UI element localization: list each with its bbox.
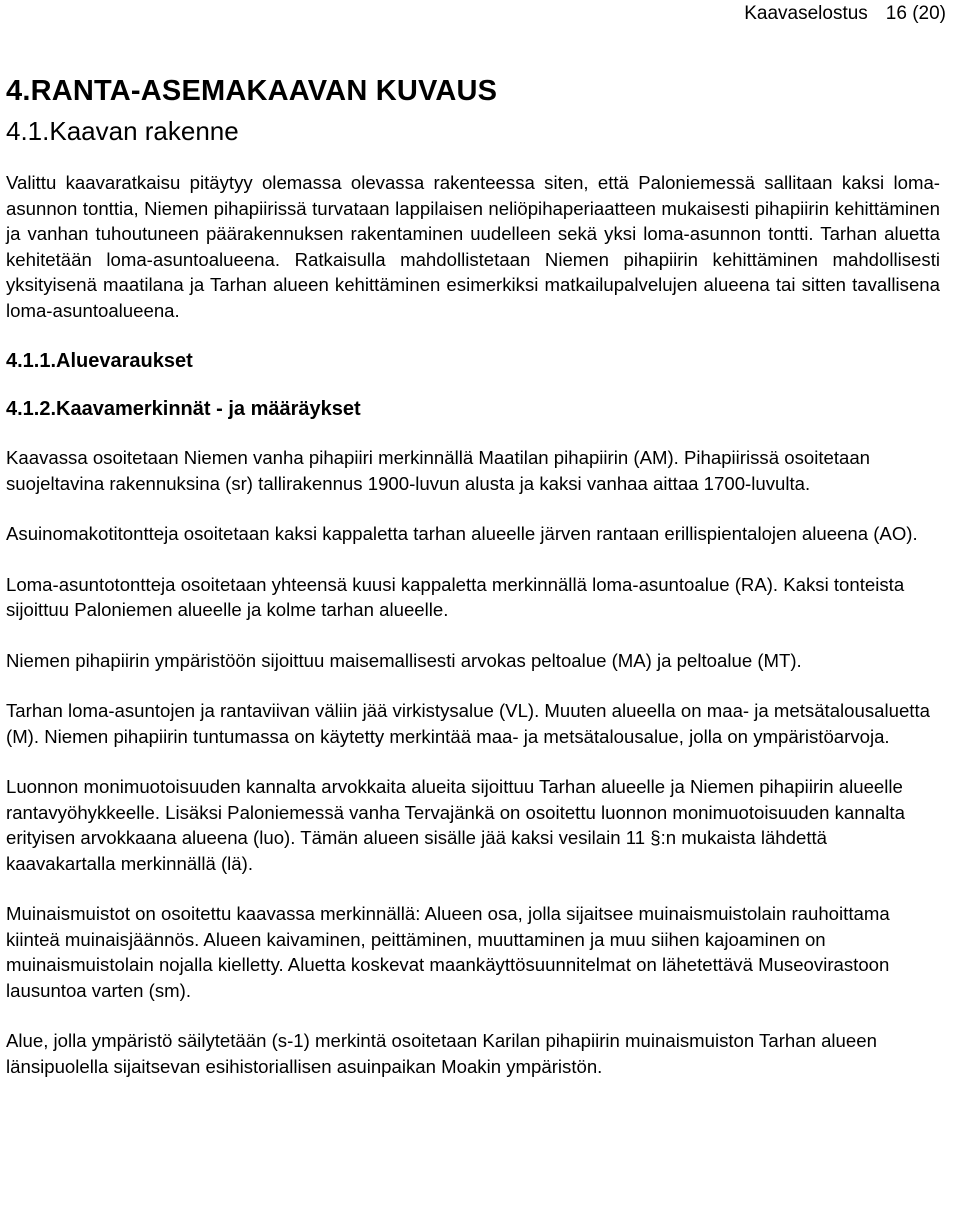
- kaavamerkinnat-heading: 4.1.2.Kaavamerkinnät - ja määräykset: [6, 398, 361, 420]
- paragraph-ra: Loma-asuntotontteja osoitetaan yhteensä kuusi kappaletta merkinnällä loma-asuntoalue (RA). Kaksi tonteista sijoittuu Paloniemen alueelle ja kolme tarhan alueelle.: [6, 573, 905, 620]
- page-number: 16 (20): [885, 3, 946, 24]
- running-header: [744, 2, 946, 26]
- paragraph-luo: Luonnon monimuotoisuuden kannalta arvokkaita alueita sijoittuu Tarhan alueelle ja Niemen pihapiirin alueelle rantavyöhykkeelle. Lisäksi Paloniemessä vanha Tervajänkä on osoitettu luonnon monimuotoisuuden kannalta erityisen arvokkaana alueena (luo). Tämän alueen sisälle jää kaksi vesilain 11 §:n mukaista lähdettä kaavakartalla merkinnällä (lä).: [6, 776, 905, 874]
- document-body: [6, 72, 940, 1079]
- aluevaraukset-heading: 4.1.1.Aluevaraukset: [6, 350, 193, 372]
- paragraph-ma-mt: Niemen pihapiirin ympäristöön sijoittuu maisemallisesti arvokas peltoalue (MA) ja peltoalue (MT).: [6, 649, 802, 671]
- subsection-heading: 4.1.Kaavan rakenne: [6, 116, 239, 146]
- intro-paragraph: Valittu kaavaratkaisu pitäytyy olemassa olevassa rakenteessa siten, että Paloniemessä sallitaan kaksi loma-asunnon tonttia, Niemen pihapiirissä turvataan lappilaisen neliöpihaperiaatteen mukaisesti pihapiirin kehittäminen ja vanhan tuhoutuneen päärakennuksen rakentaminen uudelleen sekä yksi loma-asunnon tontti. Tarhan aluetta kehitetään loma-asuntoalueena. Ratkaisulla mahdollistetaan Niemen pihapiirin kehittäminen mahdollisesti yksityisenä maatilana ja Tarhan alueen kehittäminen esimerkiksi matkailupalvelujen alueena tai sitten tavallisena loma-asuntoalueena.: [6, 172, 940, 321]
- paragraph-s1: Alue, jolla ympäristö säilytetään (s-1) merkintä osoitetaan Karilan pihapiirin muinaismuiston Tarhan alueen länsipuolella sijaitsevan esihistoriallisen asuinpaikan Moakin ympäristön.: [6, 1030, 877, 1077]
- document-type-label: Kaavaselostus: [744, 3, 868, 24]
- paragraph-am: Kaavassa osoitetaan Niemen vanha pihapiiri merkinnällä Maatilan pihapiirin (AM). Pihapiirissä osoitetaan suojeltavina rakennuksina (sr) tallirakennus 1900-luvun alusta ja kaksi vanhaa aittaa 1700-luvulta.: [6, 447, 871, 494]
- paragraph-ao: Asuinomakotitontteja osoitetaan kaksi kappaletta tarhan alueelle järven rantaan erillispientalojen alueena (AO).: [6, 523, 918, 544]
- paragraph-sm: Muinaismuistot on osoitettu kaavassa merkinnällä: Alueen osa, jolla sijaitsee muinaismuistolain rauhoittama kiinteä muinaisjäännös. Alueen kaivaminen, peittäminen, muuttaminen ja muu siihen kajoaminen on muinaismuistolain nojalla kielletty. Aluetta koskevat maankäyttösuunnitelmat on lähetettävä Museovirastoon lausuntoa varten (sm).: [6, 903, 890, 1001]
- section-heading: 4.RANTA-ASEMAKAAVAN KUVAUS: [6, 75, 498, 107]
- paragraph-vl-m: Tarhan loma-asuntojen ja rantaviivan väliin jää virkistysalue (VL). Muuten alueella on maa- ja metsätalousaluetta (M). Niemen pihapiirin tuntumassa on käytetty merkintää maa- ja metsätalousalue, jolla on ympäristöarvoja.: [6, 700, 930, 747]
